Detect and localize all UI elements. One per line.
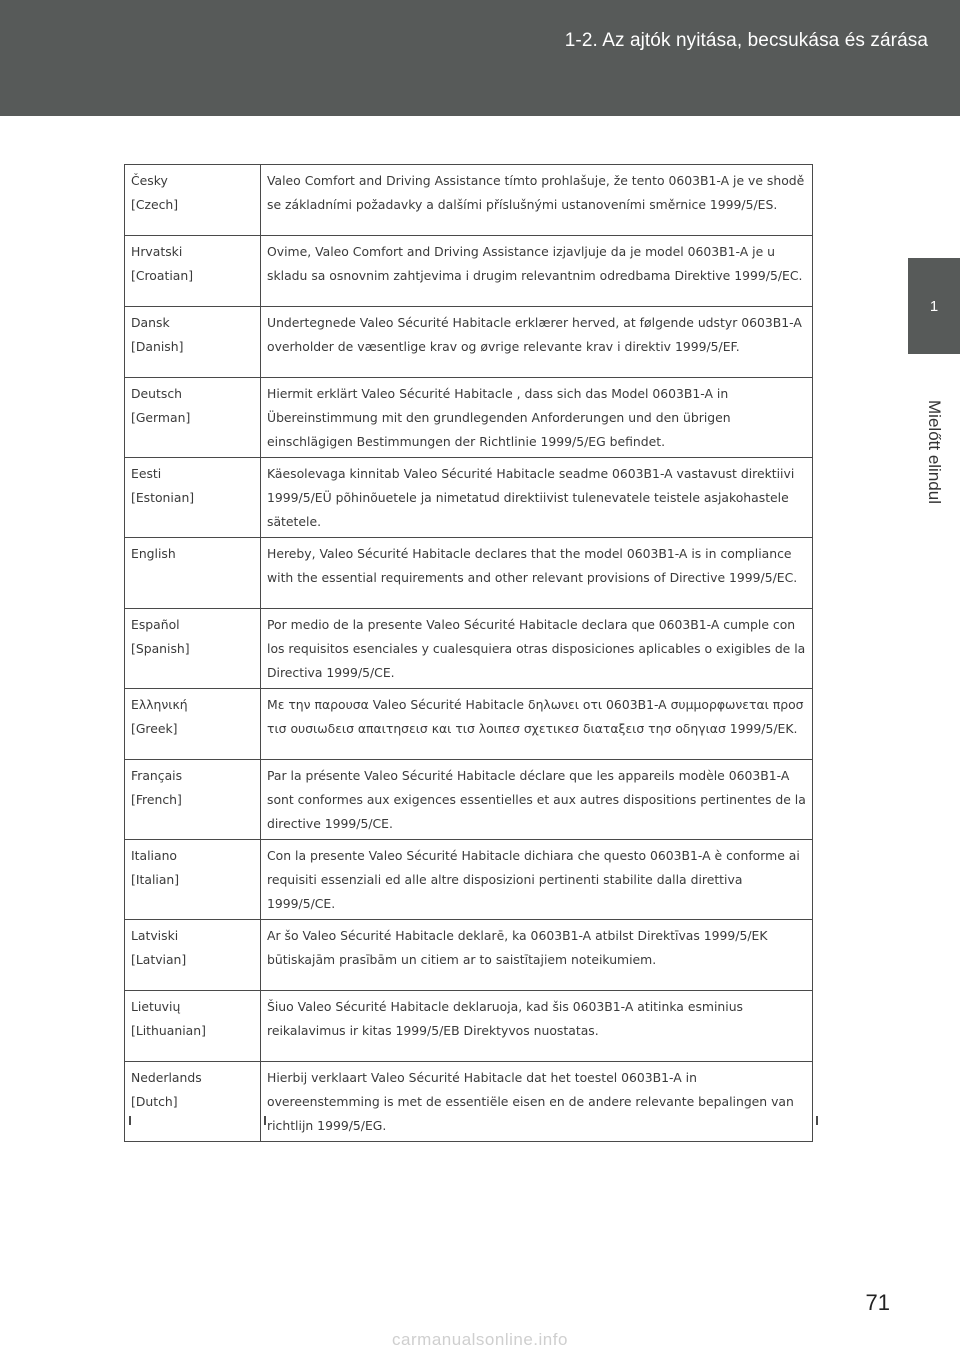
table-row — [125, 458, 813, 538]
language-cell — [125, 307, 261, 378]
language-name: Česky — [131, 173, 168, 188]
language-cell — [125, 378, 261, 458]
language-code: [Danish] — [131, 339, 184, 354]
chapter-label-text: Mielőtt elindul — [925, 400, 945, 504]
language-code: [Lithuanian] — [131, 1023, 206, 1038]
declaration-text: Hereby, Valeo Sécurité Habitacle declares that the model 0603B1-A is in compliance with the essential requirements and other relevant provisions of Directive 1999/5/EC. — [261, 538, 813, 609]
language-name: Nederlands — [131, 1070, 202, 1085]
table-row — [125, 538, 813, 609]
language-code: [Spanish] — [131, 641, 190, 656]
language-name: Hrvatski — [131, 244, 183, 259]
language-name: Deutsch — [131, 386, 182, 401]
language-cell — [125, 165, 261, 236]
declaration-text: Šiuo Valeo Sécurité Habitacle deklaruoja, kad šis 0603B1-A atitinka esminius reikalavimus ir kitas 1999/5/EB Direktyvos nuostatas. — [261, 991, 813, 1062]
declaration-text: Käesolevaga kinnitab Valeo Sécurité Habitacle seadme 0603B1-A vastavust direktiivi 1999/5/EÜ põhinõuetele ja nimetatud direktiivist tulenevatele teistele asjakohastele sätetele. — [261, 458, 813, 538]
declaration-text: Ovime, Valeo Comfort and Driving Assistance izjavljuje da je model 0603B1-A je u skladu sa osnovnim zahtjevima i drugim relevantnim odredbama Direktive 1999/5/EC. — [261, 236, 813, 307]
declaration-text: Με την παρουσα Valeo Sécurité Habitacle δηλωνει οτι 0603B1-A συμμορφωνεται προσ τισ ουσιωδεισ απαιτησεισ και τισ λοιπεσ σχετικεσ διαταξεισ τησ οδηγιασ 1999/5/ΕΚ. — [261, 689, 813, 760]
chapter-label — [908, 362, 960, 542]
language-name: Lietuvių — [131, 999, 181, 1014]
declaration-text: Valeo Comfort and Driving Assistance tímto prohlašuje, že tento 0603B1-A je ve shodě se základními požadavky a dalšími příslušnými ustanoveními směrnice 1999/5/ES. — [261, 165, 813, 236]
table-row — [125, 609, 813, 689]
language-cell — [125, 760, 261, 840]
language-cell — [125, 538, 261, 609]
watermark: carmanualsonline.info — [392, 1330, 568, 1349]
language-cell — [125, 991, 261, 1062]
language-name: Eesti — [131, 466, 162, 481]
language-name: Ελληνική — [131, 697, 188, 712]
language-code: [Italian] — [131, 872, 180, 887]
language-name: Latviski — [131, 928, 179, 943]
language-code: [Greek] — [131, 721, 178, 736]
language-cell — [125, 609, 261, 689]
declaration-table — [124, 164, 813, 1142]
page-header — [0, 0, 960, 116]
language-code: [French] — [131, 792, 182, 807]
language-cell — [125, 920, 261, 991]
language-name: Dansk — [131, 315, 170, 330]
table-row — [125, 236, 813, 307]
declaration-text: Hierbij verklaart Valeo Sécurité Habitacle dat het toestel 0603B1-A in overeenstemming is met de essentiële eisen en de andere relevante bepalingen van richtlijn 1999/5/EG. — [261, 1062, 813, 1142]
declaration-text: Por medio de la presente Valeo Sécurité Habitacle declara que 0603B1-A cumple con los requisitos esenciales y cualesquiera otras disposiciones aplicables o exigibles de la Directiva 1999/5/CE. — [261, 609, 813, 689]
table-row — [125, 689, 813, 760]
table-row — [125, 307, 813, 378]
language-cell — [125, 236, 261, 307]
language-cell — [125, 458, 261, 538]
language-name: Español — [131, 617, 180, 632]
table-row — [125, 920, 813, 991]
language-name: Français — [131, 768, 183, 783]
table-border-tail — [816, 1116, 818, 1125]
language-cell — [125, 840, 261, 920]
language-cell — [125, 1062, 261, 1142]
declaration-text: Undertegnede Valeo Sécurité Habitacle erklærer herved, at følgende udstyr 0603B1-A overholder de væsentlige krav og øvrige relevante krav i direktiv 1999/5/EF. — [261, 307, 813, 378]
language-cell — [125, 689, 261, 760]
declaration-text: Con la presente Valeo Sécurité Habitacle dichiara che questo 0603B1-A è conforme ai requisiti essenziali ed alle altre disposizioni pertinenti stabilite dalla direttiva 1999/5/CE. — [261, 840, 813, 920]
declaration-text: Par la présente Valeo Sécurité Habitacle déclare que les appareils modèle 0603B1-A sont conformes aux exigences essentielles et aux autres dispositions pertinentes de la directive 1999/5/CE. — [261, 760, 813, 840]
table-row — [125, 760, 813, 840]
table-border-tail — [129, 1116, 131, 1125]
page-number: 71 — [865, 1290, 890, 1315]
language-code: [Croatian] — [131, 268, 194, 283]
section-title: 1-2. Az ajtók nyitása, becsukása és zárása — [564, 30, 928, 51]
table-row — [125, 991, 813, 1062]
table-row — [125, 378, 813, 458]
language-name: English — [131, 546, 176, 561]
language-code: [German] — [131, 410, 191, 425]
declaration-text: Ar šo Valeo Sécurité Habitacle deklarē, ka 0603B1-A atbilst Direktīvas 1999/5/EK būtiskajām prasībām un citiem ar to saistītajiem noteikumiem. — [261, 920, 813, 991]
chapter-number: 1 — [929, 297, 939, 315]
table-row — [125, 840, 813, 920]
table-border-tail — [264, 1116, 266, 1125]
language-code: [Czech] — [131, 197, 179, 212]
table-row — [125, 165, 813, 236]
declaration-text: Hiermit erklärt Valeo Sécurité Habitacle , dass sich das Model 0603B1-A in Übereinstimmung mit den grundlegenden Anforderungen und den übrigen einschlägigen Bestimmungen der Richtlinie 1999/5/EG befindet. — [261, 378, 813, 458]
table-row — [125, 1062, 813, 1142]
language-name: Italiano — [131, 848, 178, 863]
language-code: [Dutch] — [131, 1094, 178, 1109]
language-code: [Estonian] — [131, 490, 195, 505]
chapter-tab — [908, 258, 960, 354]
language-code: [Latvian] — [131, 952, 187, 967]
